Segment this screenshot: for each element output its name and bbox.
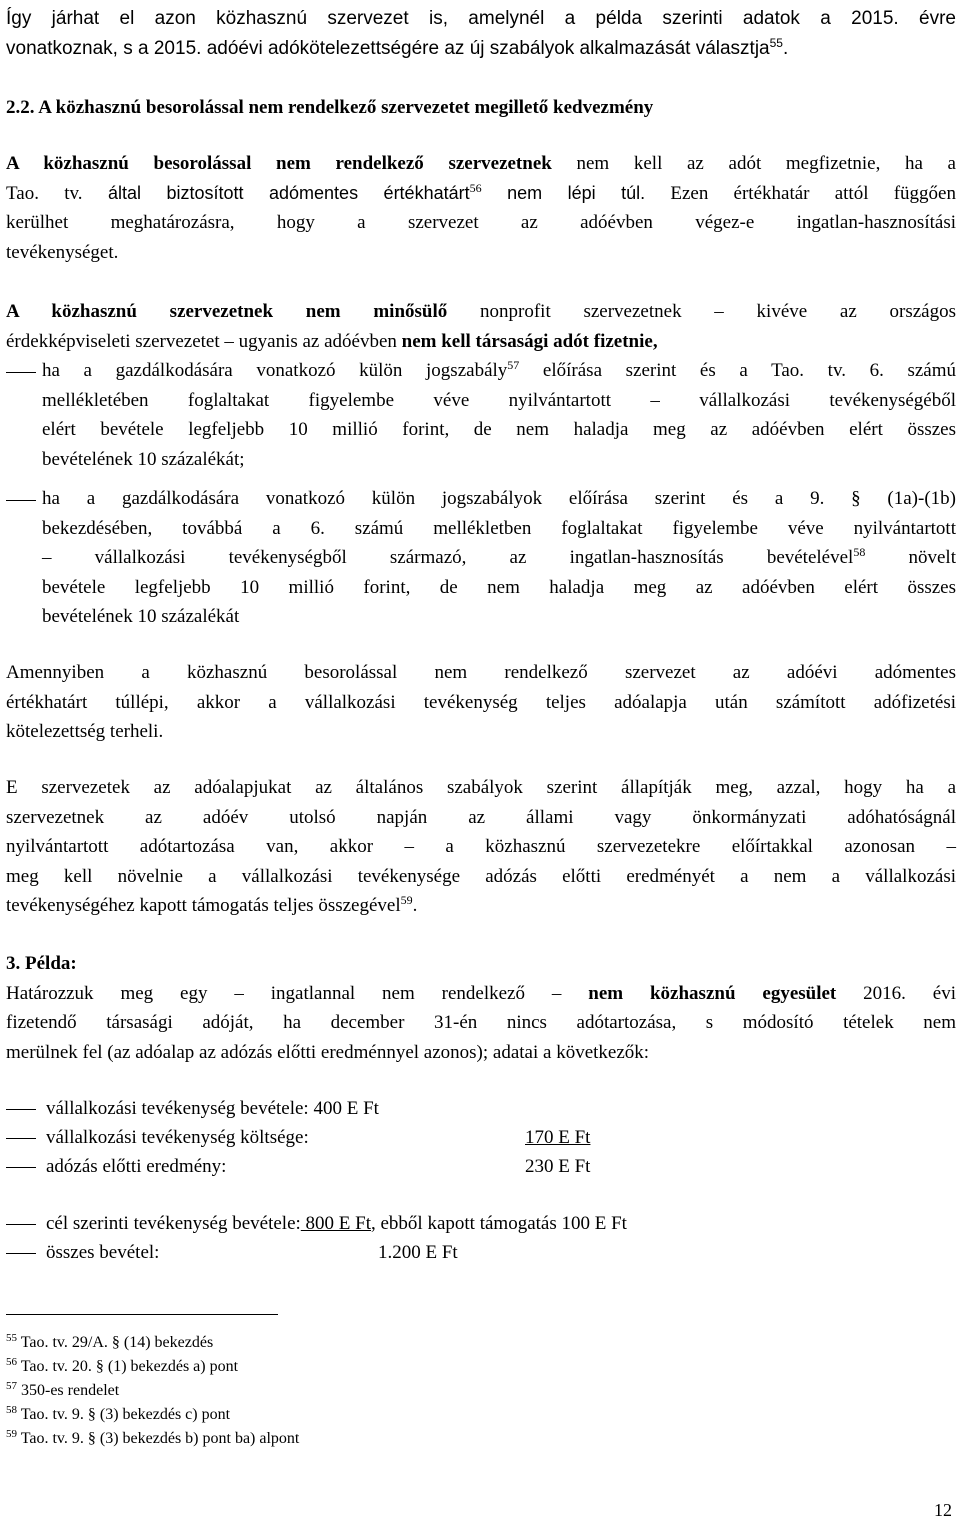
row-value: 170 E Ft xyxy=(525,1127,591,1148)
para-line: kerülhet meghatározásra, hogy a szervezet az adóévben végez-e ingatlan-hasznosítási xyxy=(6,212,956,234)
footnote xyxy=(6,1355,956,1379)
row-note: , ebből kapott támogatás 100 E Ft xyxy=(371,1213,627,1234)
example-line: fizetendő társasági adóját, ha december 31-én nincs adótartozása, s módosító tételek nem xyxy=(6,1012,956,1034)
item-text: előírása szerint és a Tao. tv. 6. számú xyxy=(519,360,957,381)
list-item xyxy=(6,484,956,632)
footnote-text: Tao. tv. 9. § (3) bekezdés c) pont xyxy=(20,1406,231,1423)
para-text: Ezen értékhatár attól függően xyxy=(645,182,956,204)
row-value: 800 E Ft xyxy=(300,1213,371,1234)
footnote-ref[interactable]: 55 xyxy=(769,35,783,50)
para-text: érdekképviseleti szervezetet – ugyanis az adóévben xyxy=(6,330,402,352)
para-line: Amennyiben a közhasznú besorolással nem rendelkező szervezet az adóévi adómentes xyxy=(6,662,956,683)
footnote-separator xyxy=(6,1314,278,1315)
footnote-text: Tao. tv. 20. § (1) bekezdés a) pont xyxy=(20,1358,239,1375)
para-line: E szervezetek az adóalapjukat az általános szabályok szerint állapítják meg, azzal, hogy ha a xyxy=(6,777,956,798)
bold-text: A közhasznú besorolással nem rendelkező szervezetnek xyxy=(6,153,552,174)
data-row xyxy=(6,1152,956,1181)
paragraph-nonprofit xyxy=(6,297,956,356)
footnote-text: 350-es rendelet xyxy=(21,1382,120,1399)
row-label: vállalkozási tevékenység bevétele: 400 E Ft xyxy=(46,1098,379,1119)
example-line xyxy=(6,979,956,1009)
footnote xyxy=(6,1331,956,1355)
para-line xyxy=(6,149,956,179)
para-text: által biztosított adómentes értékhatárt xyxy=(82,182,470,203)
para-line: meg kell növelnie a vállalkozási tevékenysége adózás előtti eredményét a nem a vállalkozási xyxy=(6,865,956,887)
item-line xyxy=(6,543,956,573)
footnote-number: 56 xyxy=(6,1356,17,1368)
dash-bullet xyxy=(6,372,36,373)
item-line: bekezdésében, továbbá a 6. számú mellékletben foglaltakat figyelembe véve nyilvántartott xyxy=(42,517,956,539)
intro-text: . xyxy=(782,37,789,59)
footnote xyxy=(6,1379,956,1403)
data-row xyxy=(6,1238,956,1267)
para-text: . xyxy=(412,895,418,917)
row-label-group xyxy=(46,1209,627,1238)
item-text: – vállalkozási tevékenységből származó, az ingatlan-hasznosítás bevételével xyxy=(42,547,854,569)
paragraph-tax-base xyxy=(6,773,956,921)
dash-bullet xyxy=(6,1253,36,1254)
footnote-number: 57 xyxy=(6,1380,17,1392)
intro-line: Így járhat el azon közhasznú szervezet is, amelynél a példa szerinti adatok a 2015. évre xyxy=(6,8,956,29)
para-text: nem lépi túl. xyxy=(481,182,646,203)
row-label: vállalkozási tevékenység költsége: xyxy=(46,1127,309,1148)
intro-text: vonatkoznak, s a 2015. adóévi adókötelezettségére az új szabályok alkalmazását választja xyxy=(6,37,770,59)
para-line xyxy=(6,179,956,209)
dash-bullet xyxy=(6,500,36,501)
bold-text: nem közhasznú egyesület xyxy=(588,982,837,1004)
bold-text: A közhasznú szervezetnek nem minősülő xyxy=(6,301,448,322)
item-text: növelt xyxy=(865,547,956,569)
heading-title: A közhasznú besorolással nem rendelkező szervezetet megillető kedvezmény xyxy=(38,97,654,118)
item-line: ha a gazdálkodására vonatkozó külön jogszabályok előírása szerint és a 9. § (1a)-(1b) xyxy=(42,488,956,509)
dash-bullet xyxy=(6,1224,36,1225)
page-number: 12 xyxy=(934,1500,952,1520)
heading-number: 2.2. xyxy=(6,97,35,118)
example-text: Határozzuk meg egy – ingatlannal nem rendelkező – xyxy=(6,982,589,1004)
item-line: bevételének 10 százalékát xyxy=(42,606,240,628)
footnote xyxy=(6,1403,956,1427)
dash-bullet xyxy=(6,1109,36,1110)
example-title: 3. Példa: xyxy=(6,953,77,974)
para-text: nonprofit szervezetnek – kivéve az országos xyxy=(447,301,957,322)
footnote-ref[interactable]: 56 xyxy=(469,180,482,195)
intro-paragraph xyxy=(6,4,956,63)
row-value: 1.200 E Ft xyxy=(378,1242,458,1263)
para-text: tevékenységéhez kapott támogatás teljes összegével xyxy=(6,895,401,917)
list-item xyxy=(6,356,956,474)
footnote-ref[interactable]: 57 xyxy=(507,358,520,372)
para-line: nyilvántartott adótartozása van, akkor – a közhasznú szervezetekre előírtakkal azonosan – xyxy=(6,836,956,858)
paragraph-limit-exceeded xyxy=(6,658,956,747)
example-line: merülnek fel (az adóalap az adózás előtti eredménnyel azonos); adatai a következők: xyxy=(6,1041,650,1063)
heading-line xyxy=(6,93,956,123)
footnote-number: 58 xyxy=(6,1404,17,1416)
paragraph-exemption xyxy=(6,149,956,267)
item-line: mellékletében foglaltakat figyelembe véve nyilvántartott – vállalkozási tevékenységéből xyxy=(42,389,956,411)
footnote-ref[interactable]: 59 xyxy=(400,893,413,908)
row-label: adózás előtti eredmény: xyxy=(46,1156,227,1177)
footnote-ref[interactable]: 58 xyxy=(853,545,866,560)
item-line: bevétele legfeljebb 10 millió forint, de nem haladja meg az adóévben elért összes xyxy=(42,576,956,598)
para-line xyxy=(6,327,956,357)
document-page xyxy=(6,0,956,1533)
para-line xyxy=(6,891,956,921)
footnote-text: Tao. tv. 9. § (3) bekezdés b) pont ba) alpont xyxy=(20,1430,300,1447)
para-line: szervezetnek az adóév utolsó napján az állami vagy önkormányzati adóhatóságnál xyxy=(6,806,956,828)
para-text: Tao. tv. xyxy=(6,182,83,204)
para-text: nem kell az adót megfizetnie, ha a xyxy=(551,153,956,174)
item-text: ha a gazdálkodására vonatkozó külön jogszabály xyxy=(42,360,508,381)
data-row xyxy=(6,1209,956,1238)
row-label: cél szerinti tevékenység bevétele: xyxy=(46,1213,301,1234)
bold-text: nem kell társasági adót fizetnie, xyxy=(401,330,658,352)
item-line: elért bevétele legfeljebb 10 millió forint, de nem haladja meg az adóévben elért összes xyxy=(42,419,956,441)
intro-line xyxy=(6,34,956,64)
para-line: tevékenységet. xyxy=(6,241,119,263)
item-line: bevételének 10 százalékát; xyxy=(42,448,245,470)
data-list-purpose xyxy=(6,1209,956,1267)
data-row xyxy=(6,1123,956,1152)
dash-bullet xyxy=(6,1138,36,1139)
para-line: értékhatárt túllépi, akkor a vállalkozási tevékenység teljes adóalapja után számított adófizetési xyxy=(6,691,956,713)
row-value: 230 E Ft xyxy=(525,1156,591,1177)
dash-bullet xyxy=(6,1167,36,1168)
example-text: 2016. évi xyxy=(836,982,956,1004)
para-line xyxy=(6,297,956,327)
data-list-business xyxy=(6,1094,956,1181)
footnote-text: Tao. tv. 29/A. § (14) bekezdés xyxy=(20,1334,214,1351)
example-section xyxy=(6,949,956,1067)
footnote-number: 55 xyxy=(6,1332,17,1344)
item-line xyxy=(6,356,956,386)
footnote xyxy=(6,1427,956,1451)
footnote-number: 59 xyxy=(6,1428,17,1440)
data-row xyxy=(6,1094,956,1123)
para-line: kötelezettség terheli. xyxy=(6,721,164,743)
section-heading xyxy=(6,93,956,123)
row-label: összes bevétel: xyxy=(46,1242,160,1263)
